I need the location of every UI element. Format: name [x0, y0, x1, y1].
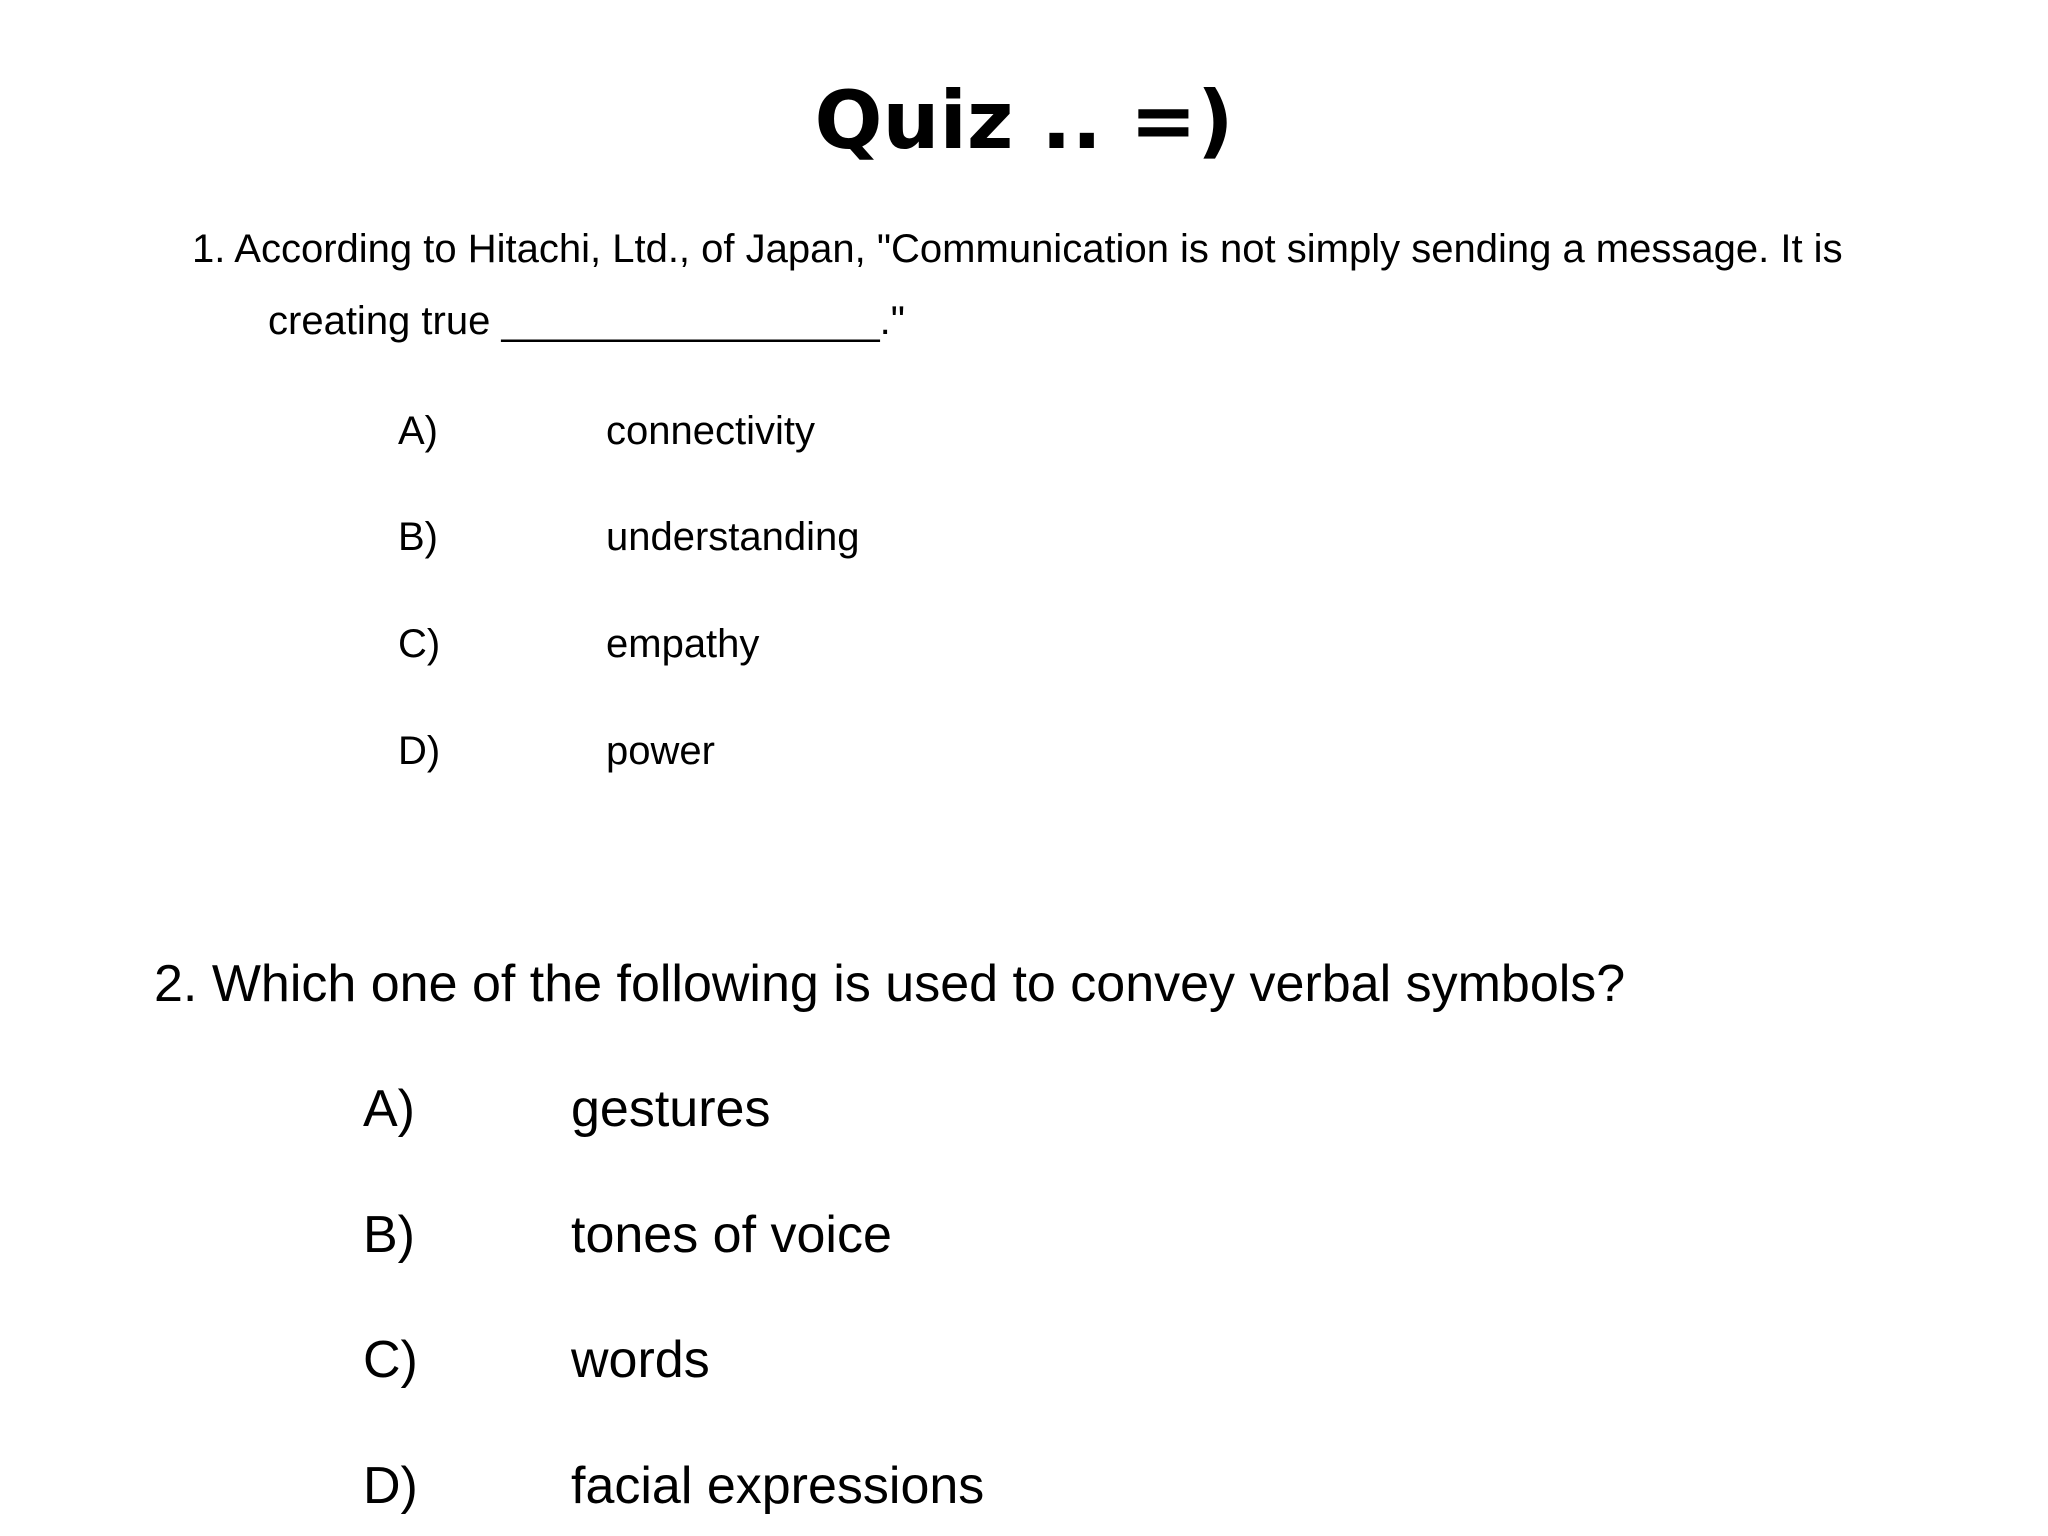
question-1-option-a-text: connectivity [606, 409, 815, 453]
question-2-option-a-letter: A) [363, 1080, 415, 1138]
question-1-option-b-letter: B) [398, 515, 438, 559]
question-1-option-b-text: understanding [606, 515, 860, 559]
page-title: Quiz .. =) [814, 74, 1234, 167]
question-1-option-a-letter: A) [398, 409, 438, 453]
question-2-option-c-text: words [571, 1331, 710, 1389]
question-1-option-c-letter: C) [398, 622, 441, 666]
question-2-option-c-letter: C) [363, 1331, 418, 1389]
question-2-option-b-letter: B) [363, 1206, 415, 1264]
question-2-option-d-text: facial expressions [571, 1457, 985, 1515]
question-1-option-c-text: empathy [606, 622, 760, 666]
question-1-text-line-1: 1. According to Hitachi, Ltd., of Japan, "Communication is not simply sending a message. It is [192, 227, 1843, 271]
question-2-option-b-text: tones of voice [571, 1206, 892, 1264]
question-1-option-d-letter: D) [398, 729, 441, 773]
question-2-text: 2. Which one of the following is used to convey verbal symbols? [154, 955, 1626, 1013]
question-1-text-line-2: creating true _________________." [268, 299, 905, 343]
question-1-option-d-text: power [606, 729, 715, 773]
question-2-option-d-letter: D) [363, 1457, 418, 1515]
question-2-option-a-text: gestures [571, 1080, 771, 1138]
